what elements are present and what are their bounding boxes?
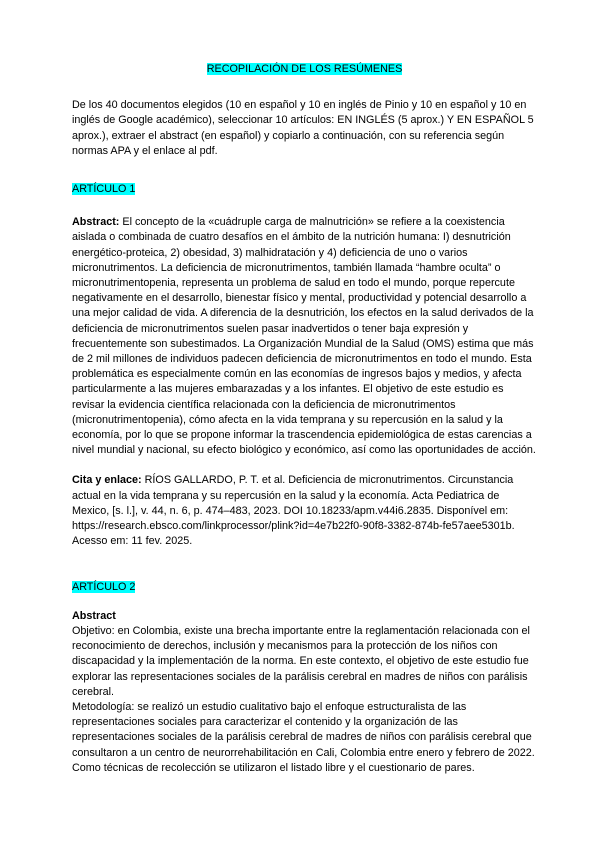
- article-1-citation-text: RÍOS GALLARDO, P. T. et al. Deficiencia de micronutrimentos. Circunstancia actual en la vida temprana y su repercusión en la salud y la economía. Acta Pediatrica de Mexico, [s. l.], v. 44, n. 6, p. 474–483, 2023. DOI 10.18233/apm.v44i6.2835. Disponível em: https://research.ebsco.com/linkprocessor/plink?id=4e7b22f0-90f8-3382-874b-fe57aee5301b. Acesso em: 11 fev. 2025.: [72, 474, 515, 548]
- article-2-metodologia: Metodología: se realizó un estudio cualitativo bajo el enfoque estructuralista de las representaciones sociales para caracterizar el contenido y la organización de las representaciones sociales de la parálisis cerebral de madres de niños con parálisis cerebral que consultaron a un centro de neurorrehabilitación en Cali, Colombia entre enero y febrero de 2022. Como técnicas de recolección se utilizaron el listado libre y el cuestionario de pares.: [72, 700, 535, 774]
- article-2-heading: [72, 580, 537, 595]
- article-1-abstract: [72, 215, 537, 458]
- article-2-abstract-label: [72, 609, 537, 624]
- article-1-abstract-label: Abstract:: [72, 216, 120, 229]
- article-1-citation: [72, 473, 537, 549]
- article-2-abstract-label-text: Abstract: [72, 609, 116, 622]
- article-1-abstract-text: El concepto de la «cuádruple carga de malnutrición» se refiere a la coexistencia aislada o combinada de cuatro desafíos en el ámbito de la nutrición humana: I) desnutrición energético-proteica, 2) obesidad, 3) malhidratación y 4) deficiencia de uno o varios micronutrimentos. La deficiencia de micronutrimentos, también llamada “hambre oculta” o micronutrimentopenia, representa un problema de salud en todo el mundo, porque repercute negativamente en el desarrollo, bienestar físico y mental, productividad y potencial desarrollo a una mejor calidad de vida. A diferencia de la desnutrición, los efectos en la salud derivados de la deficiencia de micronutrimentos suelen pasar inadvertidos o tener baja expresión y frecuentemente son subestimados. La Organización Mundial de la Salud (OMS) estima que más de 2 mil millones de individuos padecen deficiencia de micronutrimentos en todo el mundo. Esta problemática es especialmente común en las economías de ingresos bajos y medios, y afecta particularmente a las mujeres embarazadas y a los infantes. El objetivo de este estudio es revisar la evidencia científica relacionada con la deficiencia de micronutrimentos (micronutrimentopenia), cómo afecta en la vida temprana y su repercusión en la salud y la economía, por lo que se propone informar la trascendencia epidemiológica de estas carencias a nivel mundial y nacional, su efecto biológico y económico, así como las oportunidades de acción.: [72, 216, 536, 457]
- document-page: [72, 62, 537, 776]
- article-1-heading-label: ARTÍCULO 1: [72, 183, 136, 196]
- article-1-heading: [72, 182, 537, 197]
- title-highlight: RECOPILACIÓN DE LOS RESÚMENES: [206, 63, 403, 75]
- article-2-heading-label: ARTÍCULO 2: [72, 581, 136, 594]
- article-1-citation-label: Cita y enlace:: [72, 474, 142, 487]
- article-2-objetivo: Objetivo: en Colombia, existe una brecha importante entre la reglamentación relacionada con el reconocimiento de derechos, inclusión y mecanismos para la protección de los niños con discapacidad y la implementación de la norma. En este contexto, el objetivo de este estudio fue explorar las representaciones sociales de la parálisis cerebral en madres de niños con parálisis cerebral.: [72, 624, 530, 698]
- intro-paragraph: De los 40 documentos elegidos (10 en español y 10 en inglés de Pinio y 10 en español y 10 en inglés de Google académico), seleccionar 10 artículos: EN INGLÉS (5 aprox.) Y EN ESPAÑOL 5 aprox.), extraer el abstract (en español) y copiarlo a continuación, con su referencia según normas APA y el enlace al pdf.: [72, 99, 534, 157]
- page-title: [72, 62, 537, 77]
